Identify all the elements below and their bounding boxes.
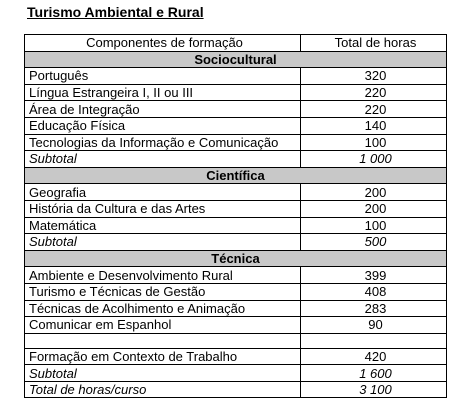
table-row — [25, 267, 447, 284]
table-row — [25, 217, 447, 234]
table-row — [25, 348, 447, 365]
subtotal-label: Subtotal — [25, 234, 301, 251]
subtotal-label: Subtotal — [25, 151, 301, 168]
component-cell: Formação em Contexto de Trabalho — [25, 348, 301, 365]
hours-cell: 220 — [301, 101, 447, 118]
component-cell: Língua Estrangeira I, II ou III — [25, 84, 301, 101]
header-total-hours: Total de horas — [301, 35, 447, 52]
hours-cell: 100 — [301, 134, 447, 151]
subtotal-label: Subtotal — [25, 365, 301, 382]
empty-cell — [25, 333, 301, 348]
hours-cell: 408 — [301, 283, 447, 300]
table-row — [25, 300, 447, 317]
table-header-row — [25, 35, 447, 52]
component-cell: Tecnologias da Informação e Comunicação — [25, 134, 301, 151]
total-row — [25, 381, 447, 398]
total-value: 3 100 — [301, 381, 447, 398]
hours-cell: 320 — [301, 68, 447, 85]
section-title: Científica — [25, 167, 447, 184]
component-cell: Comunicar em Espanhol — [25, 317, 301, 334]
table-row — [25, 117, 447, 134]
section-sociocultural — [25, 51, 447, 68]
section-title: Técnica — [25, 250, 447, 267]
section-cientifica — [25, 167, 447, 184]
component-cell: Área de Integração — [25, 101, 301, 118]
component-cell: Geografia — [25, 184, 301, 201]
hours-cell: 100 — [301, 217, 447, 234]
document-title: Turismo Ambiental e Rural — [27, 4, 204, 20]
section-tecnica — [25, 250, 447, 267]
header-components: Componentes de formação — [25, 35, 301, 52]
table-row — [25, 84, 447, 101]
hours-cell: 200 — [301, 200, 447, 217]
hours-cell: 90 — [301, 317, 447, 334]
subtotal-row — [25, 234, 447, 251]
subtotal-value: 1 000 — [301, 151, 447, 168]
total-label: Total de horas/curso — [25, 381, 301, 398]
subtotal-value: 500 — [301, 234, 447, 251]
table-row — [25, 317, 447, 334]
table-row — [25, 101, 447, 118]
blank-row — [25, 333, 447, 348]
component-cell: Ambiente e Desenvolvimento Rural — [25, 267, 301, 284]
component-cell: Educação Física — [25, 117, 301, 134]
subtotal-row — [25, 365, 447, 382]
table-row — [25, 200, 447, 217]
table-row — [25, 134, 447, 151]
hours-cell: 420 — [301, 348, 447, 365]
table-row — [25, 68, 447, 85]
component-cell: História da Cultura e das Artes — [25, 200, 301, 217]
hours-cell: 283 — [301, 300, 447, 317]
course-hours-table — [24, 34, 447, 398]
section-title: Sociocultural — [25, 51, 447, 68]
hours-cell: 140 — [301, 117, 447, 134]
hours-cell: 399 — [301, 267, 447, 284]
hours-cell: 220 — [301, 84, 447, 101]
hours-cell: 200 — [301, 184, 447, 201]
component-cell: Português — [25, 68, 301, 85]
component-cell: Técnicas de Acolhimento e Animação — [25, 300, 301, 317]
table-row — [25, 283, 447, 300]
subtotal-row — [25, 151, 447, 168]
component-cell: Matemática — [25, 217, 301, 234]
subtotal-value: 1 600 — [301, 365, 447, 382]
table-row — [25, 184, 447, 201]
component-cell: Turismo e Técnicas de Gestão — [25, 283, 301, 300]
empty-cell — [301, 333, 447, 348]
